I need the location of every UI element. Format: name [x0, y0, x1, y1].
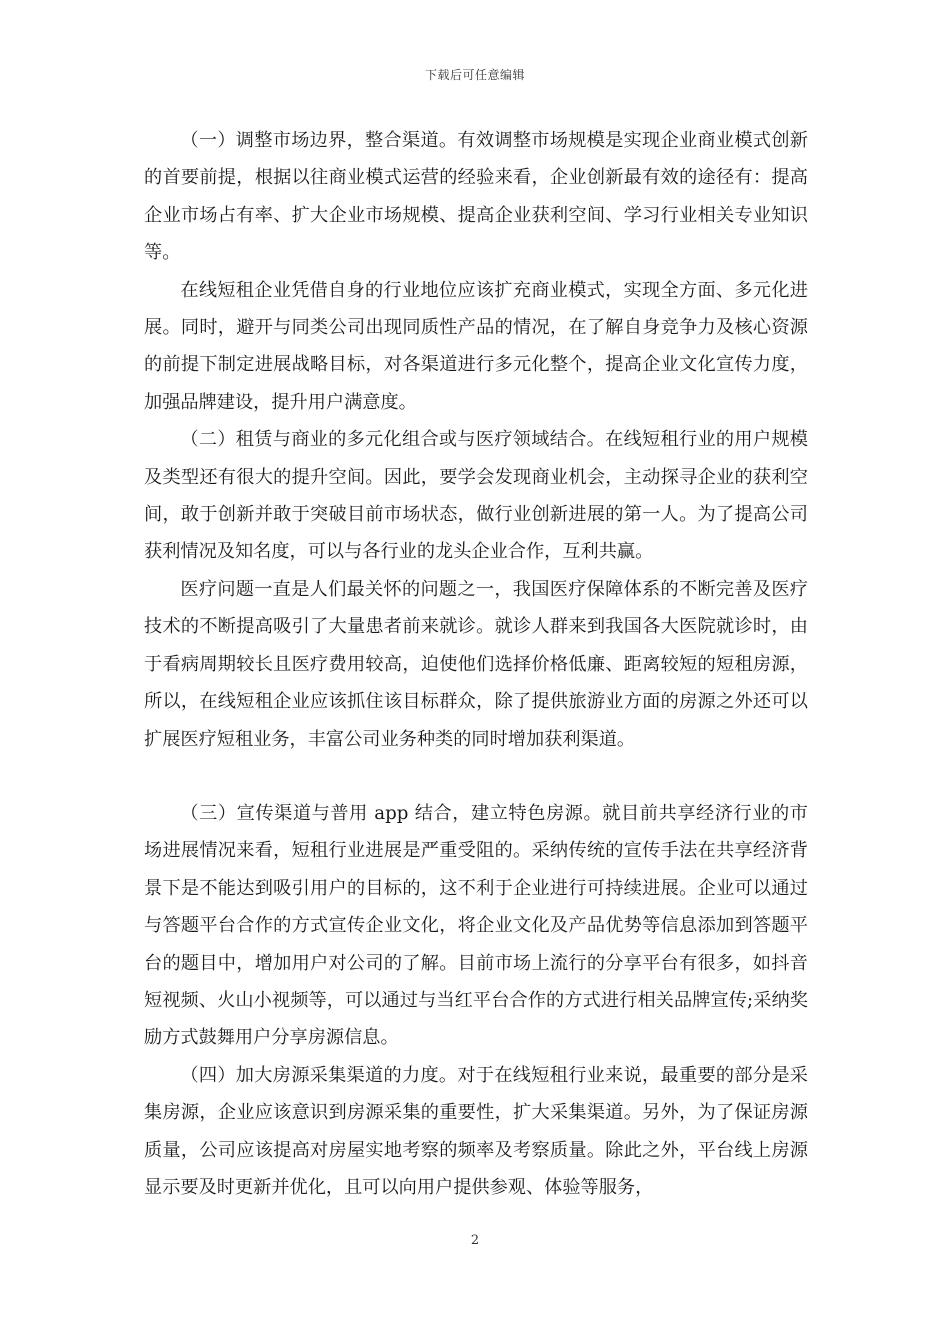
- page-header: 下载后可任意编辑: [424, 68, 525, 82]
- paragraph-spacer: [144, 758, 808, 795]
- paragraph-section-3: （三）宣传渠道与普用 app 结合，建立特色房源。就目前共享经济行业的市场进展情况来看，短租行业进展是严重受阻的。采纳传统的宣传手法在共享经济背景下是不能达到吸引用户的目标的，这不利于企业进行可持续进展。企业可以通过与答题平台合作的方式宣传企业文化，将企业文化及产品优势等信息添加到答题平台的题目中，增加用户对公司的了解。目前市场上流行的分享平台有很多，如抖音短视频、火山小视频等，可以通过与当红平台合作的方式进行相关品牌宣传;采纳奖励方式鼓舞用户分享房源信息。: [144, 802, 808, 1049]
- paragraph-section-1: （一）调整市场边界，整合渠道。有效调整市场规模是实现企业商业模式创新的首要前提，根据以往商业模式运营的经验来看，企业创新最有效的途径有：提高企业市场占有率、扩大企业市场规模、提高企业获利空间、学习行业相关专业知识等。: [144, 130, 808, 264]
- page-number: 2: [470, 1233, 480, 1248]
- document-body: [144, 122, 808, 1206]
- paragraph-section-4: （四）加大房源采集渠道的力度。对于在线短租行业来说，最重要的部分是采集房源，企业应该意识到房源采集的重要性，扩大采集渠道。另外，为了保证房源质量，公司应该提高对房屋实地考察的频率及考察质量。除此之外，平台线上房源显示要及时更新并优化，且可以向用户提供参观、体验等服务，: [144, 1064, 808, 1198]
- paragraph-online-rental-strategy: 在线短租企业凭借自身的行业地位应该扩充商业模式，实现全方面、多元化进展。同时，避开与同类公司出现同质性产品的情况，在了解自身竞争力及核心资源的前提下制定进展战略目标，对各渠道进行多元化整个，提高企业文化宣传力度，加强品牌建设，提升用户满意度。: [144, 279, 808, 413]
- paragraph-medical-rental: 医疗问题一直是人们最关怀的问题之一，我国医疗保障体系的不断完善及医疗技术的不断提高吸引了大量患者前来就诊。就诊人群来到我国各大医院就诊时，由于看病周期较长且医疗费用较高，迫使他们选择价格低廉、距离较短的短租房源，所以，在线短租企业应该抓住该目标群众，除了提供旅游业方面的房源之外还可以扩展医疗短租业务，丰富公司业务种类的同时增加获利渠道。: [144, 578, 808, 750]
- paragraph-section-2: （二）租赁与商业的多元化组合或与医疗领域结合。在线短租行业的用户规模及类型还有很大的提升空间。因此，要学会发现商业机会，主动探寻企业的获利空间，敢于创新并敢于突破目前市场状态，做行业创新进展的第一人。为了提高公司获利情况及知名度，可以与各行业的龙头企业合作，互利共赢。: [144, 429, 808, 563]
